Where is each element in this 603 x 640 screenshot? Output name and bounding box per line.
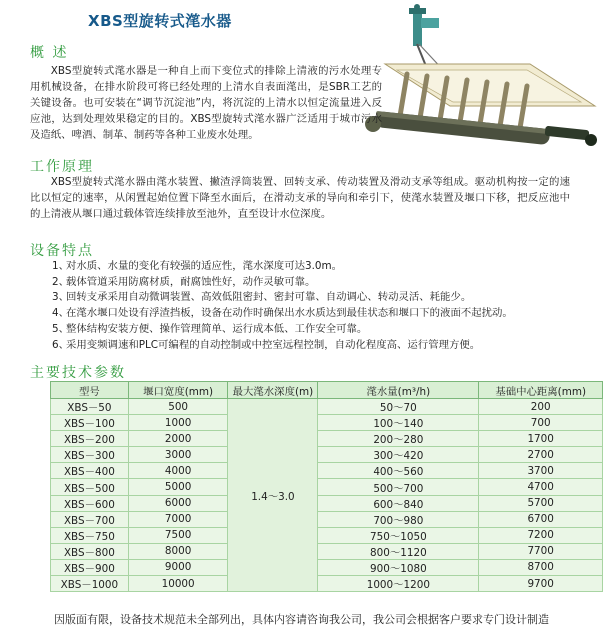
cell-model: XBS－900 [51,559,129,575]
feature-item: 6、采用变频调速和PLC可编程的自动控制或中控室远程控制，自动化程度高、运行管理方便。 [52,338,481,351]
cell-width: 4000 [128,463,228,479]
cell-base: 1700 [479,431,603,447]
cell-width: 5000 [128,479,228,495]
cell-depth: 1.4～3.0 [228,399,318,592]
cell-flow: 400～560 [318,463,479,479]
cell-flow: 600～840 [318,495,479,511]
cell-flow: 200～280 [318,431,479,447]
cell-flow: 700～980 [318,511,479,527]
cell-model: XBS－800 [51,543,129,559]
table-row [51,576,603,592]
header-model: 型号 [51,382,129,399]
feature-item: 4、在滗水堰口处设有浮渣挡板，设备在动作时确保出水水质达到最佳状态和堰口下的液面不起扰动。 [52,307,513,320]
feature-item: 2、载体管道采用防腐材质，耐腐蚀性好，动作灵敏可靠。 [52,275,316,288]
cell-width: 10000 [128,576,228,592]
header-width: 堰口宽度(mm) [128,382,228,399]
cell-width: 500 [128,399,228,415]
cell-base: 6700 [479,511,603,527]
cell-base: 200 [479,399,603,415]
cell-model: XBS－400 [51,463,129,479]
header-flow: 滗水量(m³/h) [318,382,479,399]
table-row [51,399,603,415]
table-row [51,431,603,447]
decanter-illustration [355,4,603,154]
spec-table [50,381,603,592]
footer-note: 因版面有限，设备技术规范未全部列出，具体内容请咨询我公司，我公司会根据客户要求专门设计制造 [54,613,549,626]
overview-text: XBS型旋转式滗水器是一种自上而下变位式的排除上清液的污水处理专用机械设备，在排水阶段可将已经处理的上清水自表面滗出，是SBR工艺的关键设备。也可安装在“调节沉淀池”内，将沉淀的上清水以恒定流量进入反应池，达到处理效果稳定的目的。XBS型旋转式滗水器广泛适用于城市污水及造纸、啤酒、制革、制药等各种工业废水处理。 [30,65,382,141]
cell-base: 3700 [479,463,603,479]
cell-width: 7500 [128,527,228,543]
cell-width: 7000 [128,511,228,527]
cell-model: XBS－200 [51,431,129,447]
header-depth: 最大滗水深度(m) [228,382,318,399]
principle-text: XBS型旋转式滗水器由滗水装置、撇渣浮筒装置、回转支承、传动装置及滑动支承等组成。驱动机构按一定的速比以恒定的速率，从闲置起始位置下降至水面后，在滑动支承的导向和牵引下，使滗水装置及堰口下移，把反应池中的上清液从堰口通过载体管连续排放至池外，直至设计水位深度。 [30,176,570,220]
cell-flow: 900～1080 [318,559,479,575]
table-row [51,543,603,559]
cell-base: 700 [479,415,603,431]
cell-width: 2000 [128,431,228,447]
features-list [52,259,513,353]
table-row [51,527,603,543]
features-heading: 设备特点 [30,243,94,259]
cell-model: XBS－600 [51,495,129,511]
cell-model: XBS－50 [51,399,129,415]
table-row [51,479,603,495]
page-title: XBS型旋转式滗水器 [88,12,232,30]
cell-width: 8000 [128,543,228,559]
cell-model: XBS－750 [51,527,129,543]
feature-item: 3、回转支承采用自动微调装置、高效低阻密封、密封可靠、自动调心、转动灵活、耗能少。 [52,291,472,304]
cell-base: 5700 [479,495,603,511]
frame [385,64,595,106]
feature-item: 5、整体结构安装方便、操作管理简单、运行成本低、工作安全可靠。 [52,322,368,335]
cell-base: 4700 [479,479,603,495]
cell-flow: 100～140 [318,415,479,431]
cell-base: 8700 [479,559,603,575]
table-row [51,463,603,479]
cell-flow: 800～1120 [318,543,479,559]
cell-base: 9700 [479,576,603,592]
table-row [51,495,603,511]
cell-model: XBS－1000 [51,576,129,592]
table-row [51,559,603,575]
cell-flow: 750～1050 [318,527,479,543]
cell-width: 6000 [128,495,228,511]
cell-model: XBS－300 [51,447,129,463]
cell-model: XBS－700 [51,511,129,527]
principle-heading: 工作原理 [30,159,94,175]
cell-base: 7200 [479,527,603,543]
cell-flow: 500～700 [318,479,479,495]
cell-width: 3000 [128,447,228,463]
feature-item: 1、对水质、水量的变化有较强的适应性，滗水深度可达3.0m。 [52,260,343,272]
table-row [51,511,603,527]
cell-flow: 300～420 [318,447,479,463]
overview-heading: 概 述 [30,45,69,61]
cell-base: 7700 [479,543,603,559]
cell-flow: 1000～1200 [318,576,479,592]
cell-width: 9000 [128,559,228,575]
cell-model: XBS－500 [51,479,129,495]
specs-heading: 主要技术参数 [30,365,126,381]
cell-model: XBS－100 [51,415,129,431]
cell-base: 2700 [479,447,603,463]
header-base: 基础中心距离(mm) [479,382,603,399]
table-row [51,447,603,463]
cell-width: 1000 [128,415,228,431]
table-row [51,415,603,431]
cell-flow: 50～70 [318,399,479,415]
spec-header-row [51,382,603,399]
